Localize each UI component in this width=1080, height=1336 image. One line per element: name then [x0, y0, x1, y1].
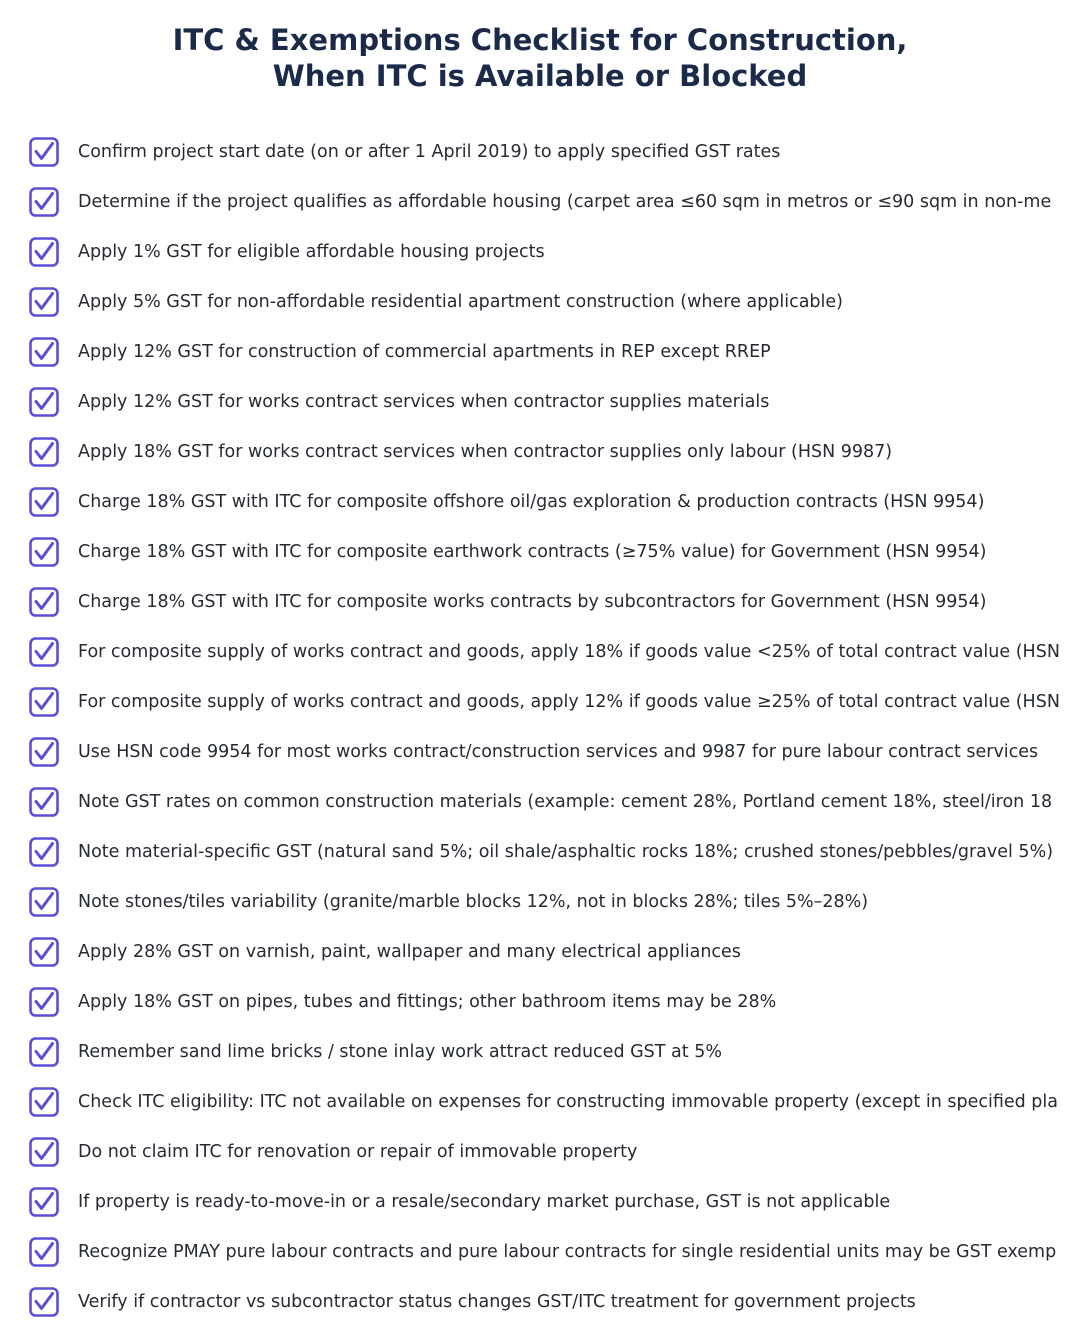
checklist-item-label: Charge 18% GST with ITC for composite offshore oil/gas exploration & production contracts (HSN 9954): [78, 492, 985, 512]
checklist-item: [0, 727, 1080, 777]
checklist-item-label: Use HSN code 9954 for most works contract/construction services and 9987 for pure labour contract services: [78, 742, 1039, 762]
checklist-item: [0, 327, 1080, 377]
checklist-item: [0, 377, 1080, 427]
checklist-item: [0, 927, 1080, 977]
checklist-item-label: Determine if the project qualifies as affordable housing (carpet area ≤60 sqm in metros or ≤90 sqm in non-me: [78, 192, 1052, 212]
checklist-item: [0, 1077, 1080, 1127]
checklist-item-label: Apply 1% GST for eligible affordable housing projects: [78, 242, 545, 262]
checklist-item: [0, 827, 1080, 877]
checked-box-icon[interactable]: [29, 1187, 59, 1217]
checklist-item-label: Apply 12% GST for construction of commercial apartments in REP except RREP: [78, 342, 771, 362]
checklist-item-label: Recognize PMAY pure labour contracts and pure labour contracts for single residential units may be GST exemp: [78, 1242, 1057, 1262]
checked-box-icon[interactable]: [29, 837, 59, 867]
checklist-item-label: If property is ready-to-move-in or a resale/secondary market purchase, GST is not applicable: [78, 1192, 891, 1212]
checked-box-icon[interactable]: [29, 987, 59, 1017]
checklist-item: [0, 1127, 1080, 1177]
checklist-item-label: Remember sand lime bricks / stone inlay work attract reduced GST at 5%: [78, 1042, 722, 1062]
checked-box-icon[interactable]: [29, 387, 59, 417]
checked-box-icon[interactable]: [29, 1087, 59, 1117]
checklist-item: [0, 1277, 1080, 1327]
checked-box-icon[interactable]: [29, 137, 59, 167]
checked-box-icon[interactable]: [29, 587, 59, 617]
checklist-item-label: Apply 5% GST for non-affordable residential apartment construction (where applicable): [78, 292, 843, 312]
checked-box-icon[interactable]: [29, 437, 59, 467]
checklist-item: [0, 877, 1080, 927]
page-title: [0, 22, 1080, 94]
checked-box-icon[interactable]: [29, 737, 59, 767]
checked-box-icon[interactable]: [29, 887, 59, 917]
checked-box-icon[interactable]: [29, 1137, 59, 1167]
checked-box-icon[interactable]: [29, 237, 59, 267]
checked-box-icon[interactable]: [29, 937, 59, 967]
checklist-item: [0, 477, 1080, 527]
title-line-2: When ITC is Available or Blocked: [272, 59, 808, 93]
checklist-item: [0, 577, 1080, 627]
checklist-item-label: Charge 18% GST with ITC for composite works contracts by subcontractors for Government (HSN 9954): [78, 592, 987, 612]
checklist-item: [0, 1027, 1080, 1077]
checklist-item: [0, 277, 1080, 327]
checked-box-icon[interactable]: [29, 1037, 59, 1067]
checked-box-icon[interactable]: [29, 637, 59, 667]
checklist-item: [0, 777, 1080, 827]
checklist-item-label: Apply 28% GST on varnish, paint, wallpaper and many electrical appliances: [78, 942, 741, 962]
checklist-item-label: Check ITC eligibility: ITC not available on expenses for constructing immovable property (except in specified pla: [78, 1092, 1058, 1112]
checked-box-icon[interactable]: [29, 1287, 59, 1317]
checklist-item: [0, 227, 1080, 277]
checked-box-icon[interactable]: [29, 487, 59, 517]
checked-box-icon[interactable]: [29, 537, 59, 567]
checklist: [0, 127, 1080, 1327]
checklist-item: [0, 427, 1080, 477]
checked-box-icon[interactable]: [29, 787, 59, 817]
checklist-item-label: Apply 18% GST on pipes, tubes and fittings; other bathroom items may be 28%: [78, 992, 777, 1012]
checklist-item: [0, 977, 1080, 1027]
checked-box-icon[interactable]: [29, 1237, 59, 1267]
checklist-item: [0, 177, 1080, 227]
checklist-item: [0, 627, 1080, 677]
checklist-item-label: For composite supply of works contract and goods, apply 12% if goods value ≥25% of total contract value (HSN: [78, 692, 1060, 712]
checklist-item: [0, 677, 1080, 727]
checklist-item-label: Note GST rates on common construction materials (example: cement 28%, Portland cement 18%, steel/iron 18: [78, 792, 1053, 812]
checked-box-icon[interactable]: [29, 287, 59, 317]
checklist-item-label: Confirm project start date (on or after 1 April 2019) to apply specified GST rates: [78, 142, 781, 162]
checklist-item-label: Do not claim ITC for renovation or repair of immovable property: [78, 1142, 638, 1162]
checklist-item: [0, 1177, 1080, 1227]
checklist-item: [0, 527, 1080, 577]
checklist-item-label: Verify if contractor vs subcontractor status changes GST/ITC treatment for government projects: [78, 1292, 916, 1312]
checklist-item-label: Note stones/tiles variability (granite/marble blocks 12%, not in blocks 28%; tiles 5%–28%): [78, 892, 869, 912]
checklist-item-label: Apply 18% GST for works contract services when contractor supplies only labour (HSN 9987): [78, 442, 893, 462]
checked-box-icon[interactable]: [29, 337, 59, 367]
checklist-item: [0, 1227, 1080, 1277]
checklist-item-label: For composite supply of works contract and goods, apply 18% if goods value <25% of total contract value (HSN: [78, 642, 1060, 662]
checklist-item-label: Note material-specific GST (natural sand 5%; oil shale/asphaltic rocks 18%; crushed stones/pebbles/gravel 5%): [78, 842, 1054, 862]
checklist-item-label: Charge 18% GST with ITC for composite earthwork contracts (≥75% value) for Government (HSN 9954): [78, 542, 987, 562]
checked-box-icon[interactable]: [29, 687, 59, 717]
title-line-1: ITC & Exemptions Checklist for Construction,: [172, 23, 908, 57]
checklist-item-label: Apply 12% GST for works contract services when contractor supplies materials: [78, 392, 770, 412]
checklist-item: [0, 127, 1080, 177]
checked-box-icon[interactable]: [29, 187, 59, 217]
